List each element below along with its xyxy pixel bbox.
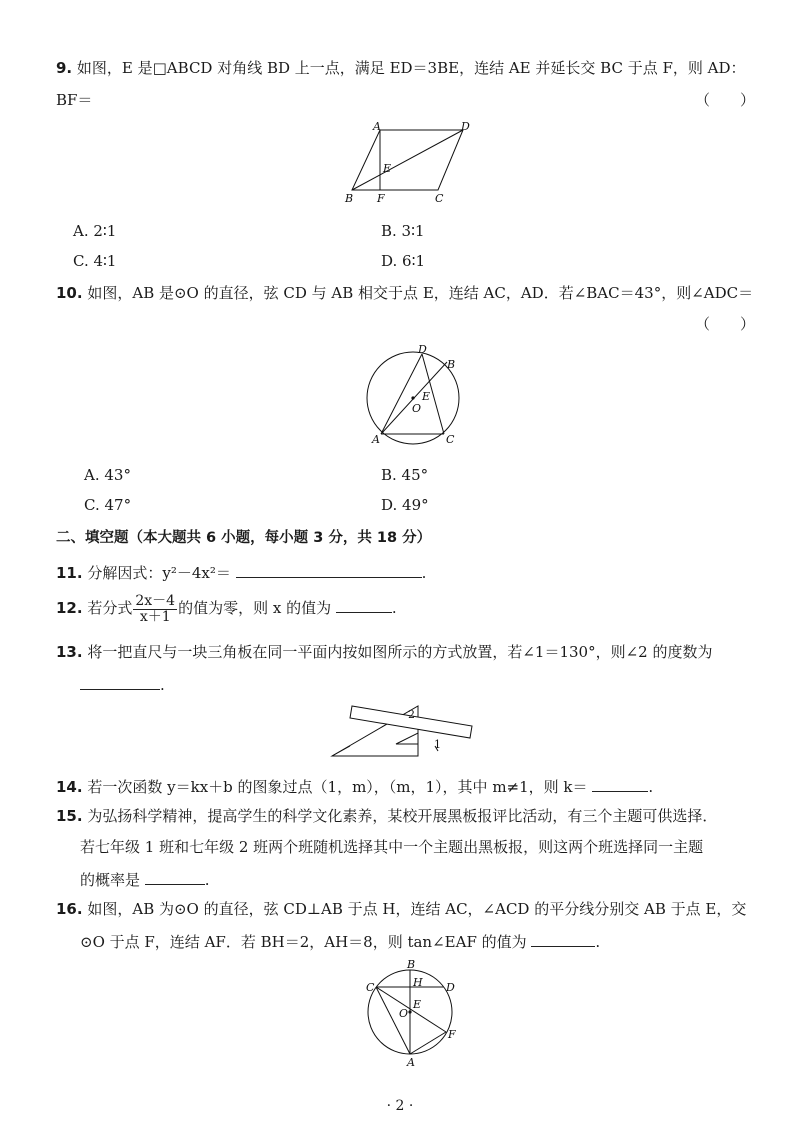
q10-label-C: C: [446, 433, 455, 446]
q16-label-F: F: [448, 1028, 456, 1041]
q9-answer-paren[interactable]: （ ）: [695, 91, 756, 109]
q10-label-D: D: [418, 343, 427, 356]
q16-text-1: 如图，AB 为⊙O 的直径，弦 CD⊥AB 于点 H，连结 AC，∠ACD 的平分线分别交 AB 于点 E，交: [87, 900, 747, 918]
q9-number: 9.: [56, 59, 73, 77]
q12-number: 12.: [56, 599, 83, 617]
q15-text-3: 的概率是: [80, 871, 141, 889]
q9-label-B: B: [345, 192, 354, 205]
q15-text-1: 为弘扬科学精神，提高学生的科学文化素养，某校开展黑板报评比活动，有三个主题可供选择．: [87, 807, 718, 825]
q9-text-1: 如图，E 是□ABCD 对角线 BD 上一点，满足 ED＝3BE，连结 AE 并延长交 BC 于点 F，则 AD：: [76, 59, 746, 77]
q12-line: [56, 592, 397, 625]
q16-label-C: C: [366, 981, 375, 994]
q9-parallelogram-figure: [335, 118, 485, 208]
q16-label-A: A: [407, 1056, 415, 1067]
q10-answer-paren[interactable]: （ ）: [695, 315, 756, 333]
q9-option-b[interactable]: B. 3∶1: [381, 222, 425, 240]
q15-end: .: [204, 871, 210, 889]
q13-end: .: [160, 676, 165, 694]
q9-line2: BF＝: [56, 91, 93, 109]
q10-option-b[interactable]: B. 45°: [381, 466, 429, 484]
q9-label-E: E: [383, 162, 392, 175]
q14-text: 若一次函数 y＝kx＋b 的图象过点（1，m），（m，1），其中 m≠1，则 k＝: [87, 778, 588, 796]
q14-number: 14.: [56, 778, 83, 796]
q10-option-a[interactable]: A. 43°: [84, 466, 131, 484]
q16-label-H: H: [413, 976, 423, 989]
q16-line2: [80, 930, 600, 952]
q10-option-d[interactable]: D. 49°: [381, 496, 429, 514]
q12-answer-blank[interactable]: [336, 596, 392, 613]
q13-label-angle-2: 2: [408, 708, 415, 721]
q10-line1: [56, 283, 753, 303]
q13-line2: [80, 673, 165, 695]
q16-answer-blank[interactable]: [531, 930, 595, 947]
q16-label-D: D: [446, 981, 455, 994]
q9-label-D: D: [461, 120, 470, 133]
q16-circle-figure: [362, 957, 462, 1067]
q12-pre: 若分式: [87, 599, 133, 617]
q16-end: .: [595, 933, 601, 951]
section-2-heading: 二、填空题（本大题共 6 小题，每小题 3 分，共 18 分）: [56, 530, 432, 546]
q12-fraction: [133, 594, 177, 625]
q11-number: 11.: [56, 564, 83, 582]
q15-line2: 若七年级 1 班和七年级 2 班两个班随机选择其中一个主题出黑板报，则这两个班选择同一主题: [80, 838, 704, 856]
q13-line1: [56, 642, 713, 662]
q13-ruler-triangle-figure: [320, 698, 480, 760]
q13-number: 13.: [56, 643, 83, 661]
q16-label-B: B: [407, 958, 416, 971]
q16-line1: [56, 899, 746, 919]
q9-line1: [56, 58, 746, 78]
q9-option-a[interactable]: A. 2∶1: [73, 222, 117, 240]
q11-end: .: [421, 564, 427, 582]
q10-label-E: E: [422, 390, 431, 403]
q16-number: 16.: [56, 900, 83, 918]
q11-line: [56, 561, 426, 583]
q14-line: [56, 775, 653, 797]
q16-label-E: E: [413, 998, 422, 1011]
q16-text-2: ⊙O 于点 F，连结 AF．若 BH＝2，AH＝8，则 tan∠EAF 的值为: [80, 933, 527, 951]
q10-label-B: B: [447, 358, 456, 371]
q13-label-angle-1: 1: [434, 738, 441, 751]
q10-number: 10.: [56, 284, 83, 302]
q15-line1: [56, 806, 717, 826]
q10-circle-figure: [360, 342, 470, 450]
q9-label-C: C: [435, 192, 444, 205]
q12-numerator: 2x－4: [135, 592, 176, 609]
q10-text-1: 如图，AB 是⊙O 的直径，弦 CD 与 AB 相交于点 E，连结 AC，AD．若∠BAC＝43°，则∠ADC＝: [87, 284, 754, 302]
q16-label-O: O: [399, 1007, 409, 1020]
q9-option-d[interactable]: D. 6∶1: [381, 252, 426, 270]
q10-option-c[interactable]: C. 47°: [84, 496, 132, 514]
q10-label-A: A: [372, 433, 380, 446]
q15-answer-blank[interactable]: [145, 868, 205, 885]
q12-denominator: x＋1: [139, 608, 171, 625]
q10-label-O: O: [412, 402, 422, 415]
page-number: · 2 ·: [386, 1098, 414, 1114]
q14-end: .: [648, 778, 654, 796]
q15-line3: [80, 868, 210, 890]
q11-answer-blank[interactable]: [236, 561, 422, 578]
q9-option-c[interactable]: C. 4∶1: [73, 252, 117, 270]
q15-number: 15.: [56, 807, 83, 825]
q12-post: 的值为零，则 x 的值为: [178, 599, 332, 617]
q13-answer-blank[interactable]: [80, 673, 160, 690]
q12-end: .: [391, 599, 397, 617]
q9-label-F: F: [377, 192, 385, 205]
q11-text: 分解因式：y²－4x²＝: [87, 564, 231, 582]
q14-answer-blank[interactable]: [592, 775, 648, 792]
q9-label-A: A: [373, 120, 381, 133]
q13-text-1: 将一把直尺与一块三角板在同一平面内按如图所示的方式放置，若∠1＝130°，则∠2 的度数为: [87, 643, 713, 661]
